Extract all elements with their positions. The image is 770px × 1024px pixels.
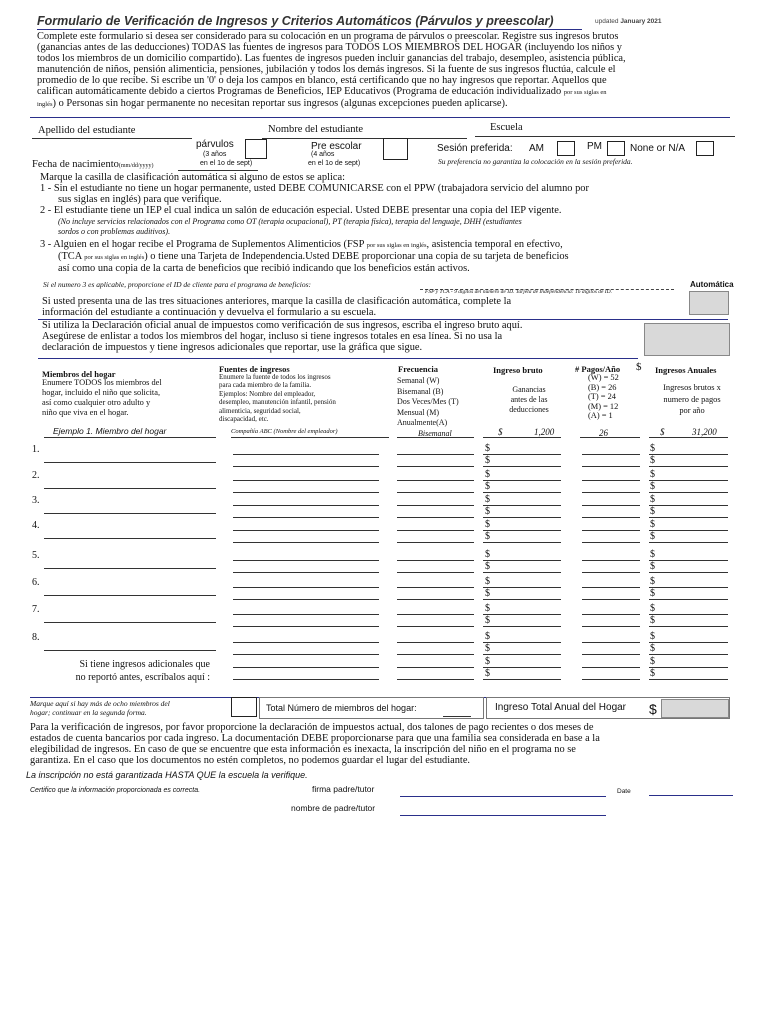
row-7-annual-input-1[interactable] [649,614,728,615]
row-2-member-input[interactable] [44,488,216,489]
row-6-pays-input-2[interactable] [582,599,640,600]
row-5-number: 5. [32,550,40,561]
additional-annual-dollar-2: $ [650,668,655,679]
row-5-source-input-2[interactable] [233,572,379,573]
example-annual-line [649,437,728,438]
parent-name-label: nombre de padre/tutor [291,803,376,813]
row-1-gross-dollar-2: $ [485,455,490,466]
row-1-member-input[interactable] [44,462,216,463]
row-4-annual-input-2[interactable] [649,542,728,543]
present-note: Si usted presenta una de las tres situaciones anteriores, marque la casilla de clasificación automática, complete la información del estudiante a continuación y devuelva el formulario a su escuela. [42,296,512,318]
row-1-annual-dollar-1: $ [650,443,655,454]
title-underline [37,29,582,30]
parvulos-label: párvulos [196,139,234,150]
row-2-number: 2. [32,470,40,481]
row-6-gross-input-1[interactable] [483,587,561,588]
documentation-paragraph: Para la verificación de ingresos, por favor proporcione la declaración de impuestos actual, dos talones de pago recientes o dos meses de estados de cuenta bancarios por cada ingreso. La documentación DEBE proporcionarse para que una familia sea considerada en base a la elegibilidad de ingresos. En caso de que se encuentre que esta información es inexacta, la inscripción del niño en el programa no se garantiza. En el caso que los documentos no estén completos, no podemos guardar el lugar del estudiante. [30,722,600,766]
row-3-source-input-2[interactable] [233,517,379,518]
annual-desc: Ingresos brutos x numero de pagos por año [663,383,721,415]
sources-desc: Enumere la fuente de todos los ingresos para cada miembro de la familia. Ejemplos: Nombre del empleador, desempleo, manutención infantil, pensión alimenticia, seguridad social, discapacidad, etc. [219,373,336,424]
row-2-pays-input-1[interactable] [582,480,640,481]
row-5-gross-input-2[interactable] [483,572,561,573]
row-3-frequency-input-1[interactable] [397,505,474,506]
example-gross-line [483,437,561,438]
criteria-block: Marque la casilla de clasificación automática si alguno de estos se aplica: 1 - Sin el estudiante no tiene un hogar permanente, usted DEBE COMUNICARSE con el PPW (trabajadora servicio del alumno por sus siglas en inglés) para que verifique. 2 - El estudiante tiene un IEP el cual indica un salón de educación especial. Usted DEBE presentar una copia del IEP vigente. (No incluye servicios relacionados con el Programa como OT (terapia ocupacional), PT (terapia física), terapia del lenguaje, DHH (estudiantes sordos o con problemas auditivos). 3 - Alguien en el hogar recibe el Programa de Suplementos Alimenticios (FSP por sus siglas en inglés, asistencia temporal en efectivo, (TCA por sus siglas en inglés) o tiene una Tarjeta de Independencia.Usted DEBE proporcionar una copia de su tarjeta de beneficios así como una copia de la carta de beneficios que recibió indicando que los beneficios están activos. [40,172,589,274]
row-6-number: 6. [32,577,40,588]
row-1-annual-input-1[interactable] [649,454,728,455]
row-1-pays-input-2[interactable] [582,466,640,467]
row-8-pays-input-1[interactable] [582,642,640,643]
row-8-annual-input-2[interactable] [649,654,728,655]
row-4-pays-input-1[interactable] [582,530,640,531]
members-desc: Enumere TODOS los miembros del hogar, incluido el niño que solicita, así como cualquier otro adulto y niño que viva en el hogar. [42,378,162,417]
parvulos-age: (3 años [203,151,227,158]
total-income-dollar: $ [649,701,657,717]
row-6-annual-dollar-2: $ [650,588,655,599]
row-4-number: 4. [32,520,40,531]
additional-frequency-input-1[interactable] [397,667,474,668]
row-4-gross-dollar-1: $ [485,519,490,530]
row-1-frequency-input-1[interactable] [397,454,474,455]
more-members-checkbox[interactable] [231,697,257,717]
session-pm-checkbox[interactable] [607,141,625,156]
row-6-frequency-input-1[interactable] [397,587,474,588]
sources-header: Fuentes de ingresos [219,364,290,374]
members-header: Miembros del hogar [42,369,116,379]
additional-annual-dollar-1: $ [650,656,655,667]
row-4-annual-dollar-2: $ [650,531,655,542]
total-members-label: Total Número de miembros del hogar: [266,703,417,713]
row-7-pays-input-1[interactable] [582,614,640,615]
row-8-frequency-input-2[interactable] [397,654,474,655]
example-annual: 31,200 [692,427,717,437]
row-2-gross-dollar-2: $ [485,481,490,492]
row-7-gross-input-1[interactable] [483,614,561,615]
example-annual-dollar: $ [660,427,665,437]
divider-table [38,358,638,359]
row-3-gross-dollar-1: $ [485,494,490,505]
row-5-frequency-input-2[interactable] [397,572,474,573]
row-2-source-input-2[interactable] [233,492,379,493]
row-3-source-input-1[interactable] [233,505,379,506]
row-7-source-input-1[interactable] [233,614,379,615]
row-4-gross-input-1[interactable] [483,530,561,531]
row-5-frequency-input-1[interactable] [397,560,474,561]
row-5-member-input[interactable] [44,568,216,569]
prek-age: (4 años [311,151,335,158]
example-frequency-line [397,437,474,438]
additional-pays-input-1[interactable] [582,667,640,668]
additional-income-label: Si tiene ingresos adicionales que no reportó antes, escríbalos aquí : [75,659,210,683]
dob-label: Fecha de nacimiento(mm/dd/yyyy) [32,159,154,170]
prek-label: Pre escolar [311,141,362,152]
example-dollar: $ [498,427,503,437]
row-4-source-input-1[interactable] [233,530,379,531]
row-5-annual-input-1[interactable] [649,560,728,561]
row-1-number: 1. [32,444,40,455]
session-pm-label: PM [587,141,602,152]
total-income-label: Ingreso Total Anual del Hogar [495,702,627,713]
school-label: Escuela [490,122,523,133]
row-8-annual-dollar-2: $ [650,643,655,654]
additional-gross-dollar-2: $ [485,668,490,679]
row-7-frequency-input-2[interactable] [397,626,474,627]
row-5-pays-input-2[interactable] [582,572,640,573]
row-8-number: 8. [32,632,40,643]
row-6-gross-dollar-1: $ [485,576,490,587]
additional-annual-input-2[interactable] [649,679,728,680]
annual-header: Ingresos Anuales [655,365,717,375]
pays-header: # Pagos/Año [575,364,621,374]
certify-note: Certifico que la información proporcionada es correcta. [30,787,201,794]
row-3-annual-dollar-1: $ [650,494,655,505]
row-5-gross-input-1[interactable] [483,560,561,561]
date-input[interactable] [649,795,733,796]
frequency-desc: Semanal (W) Bisemanal (B) Dos Veces/Mes (T) Mensual (M) Anualmente(A) [397,376,459,428]
row-4-gross-input-2[interactable] [483,542,561,543]
additional-source-input-1[interactable] [233,667,379,668]
row-8-member-input[interactable] [44,650,216,651]
row-7-gross-dollar-2: $ [485,615,490,626]
row-5-annual-dollar-1: $ [650,549,655,560]
row-7-pays-input-2[interactable] [582,626,640,627]
row-4-gross-dollar-2: $ [485,531,490,542]
row-7-annual-dollar-1: $ [650,603,655,614]
row-2-annual-input-1[interactable] [649,480,728,481]
row-3-gross-dollar-2: $ [485,506,490,517]
row-3-pays-input-1[interactable] [582,505,640,506]
signature-label: firma padre/tutor [312,784,375,794]
pays-desc: (W) = 52 (B) = 26 (T) = 24 (M) = 12 (A) = 1 [588,373,619,420]
example-source: Compañía ABC (Nombre del empleador) [231,428,338,435]
form-title: Formulario de Verificación de Ingresos y Criterios Automáticos (Párvulos y preescolar) [37,14,554,28]
row-1-source-input-1[interactable] [233,454,379,455]
example-gross: 1,200 [534,427,555,437]
row-2-gross-input-1[interactable] [483,480,561,481]
row-3-gross-input-2[interactable] [483,517,561,518]
total-members-input[interactable] [443,716,471,717]
school-input[interactable] [475,136,735,137]
row-6-annual-dollar-1: $ [650,576,655,587]
row-7-annual-input-2[interactable] [649,626,728,627]
total-income-input[interactable] [661,699,729,718]
session-none-checkbox[interactable] [696,141,714,156]
row-8-gross-dollar-2: $ [485,643,490,654]
additional-source-input-2[interactable] [233,679,379,680]
example-member: Ejemplo 1. Miembro del hogar [53,426,167,436]
client-id-note: Si el numero 3 es aplicable, proporcione el ID de cliente para el programa de beneficios: [43,280,311,289]
row-5-pays-input-1[interactable] [582,560,640,561]
row-8-annual-input-1[interactable] [649,642,728,643]
row-2-frequency-input-2[interactable] [397,492,474,493]
additional-frequency-input-2[interactable] [397,679,474,680]
additional-pays-input-2[interactable] [582,679,640,680]
session-label: Sesión preferida: [437,143,513,154]
row-2-gross-input-2[interactable] [483,492,561,493]
row-1-gross-dollar-1: $ [485,443,490,454]
row-8-gross-input-2[interactable] [483,654,561,655]
row-4-annual-input-1[interactable] [649,530,728,531]
intro-paragraph: Complete este formulario si desea ser considerado para su colocación en un programa de párvulos o preescolar. Registre sus ingresos brutos (ganancias antes de las deducciones) TODAS las fuentes de ingresos para TODOS LOS MIEMBROS DEL HOGAR (incluyendo los niños y todos los miembros de un domicilio compartido). Las fuentes de ingresos pueden incluir ganancias del trabajo, desempleo, asistencia pública, manutención de niños, pensión alimenticia, pensiones, jubilación y todos los demás ingresos. Si la fuente de sus ingresos fluctúa, calcule el promedio de lo que recibe. Si escribe un '0' o deja los campos en blanco, está certificando que no hay ingresos que reportar. Aquellos que califican automáticamente debido a ciertos Programas de Beneficios, IEP Educativos (Programa de educación individualizado por sus siglas en inglés) o Personas sin hogar permanente no necesitan reportar sus ingresos (algunas excepciones pueden aplicarse). [37,31,626,109]
row-8-gross-dollar-1: $ [485,631,490,642]
gross-desc: Ganancias antes de las deducciones [509,385,549,414]
row-1-frequency-input-2[interactable] [397,466,474,467]
row-5-gross-dollar-2: $ [485,561,490,572]
row-4-member-input[interactable] [44,538,216,539]
row-3-number: 3. [32,495,40,506]
row-3-gross-input-1[interactable] [483,505,561,506]
example-pays: 26 [599,428,608,438]
updated-label: updated January 2021 [595,18,662,25]
row-1-pays-input-1[interactable] [582,454,640,455]
first-name-label: Nombre del estudiante [268,124,364,135]
row-6-gross-input-2[interactable] [483,599,561,600]
row-3-annual-input-2[interactable] [649,517,728,518]
more-members-note: Marque aquí si hay más de ocho miembros del hogar; continuar en la segunda forma. [30,699,170,717]
row-3-pays-input-2[interactable] [582,517,640,518]
row-2-annual-input-2[interactable] [649,492,728,493]
fsp-note: FSP y TCA - 9 dígitos del número de ID. Tarjeta de Independencia: 16 dígitos de ID. [425,289,612,295]
example-pays-line [580,437,640,438]
signature-input[interactable] [400,796,606,797]
additional-gross-input-1[interactable] [483,667,561,668]
row-4-frequency-input-2[interactable] [397,542,474,543]
divider-top [30,117,730,118]
date-label: Date [617,788,631,795]
row-6-annual-input-1[interactable] [649,587,728,588]
row-1-annual-dollar-2: $ [650,455,655,466]
last-name-input[interactable] [32,138,192,139]
row-7-frequency-input-1[interactable] [397,614,474,615]
first-name-input[interactable] [262,138,467,139]
row-1-gross-input-1[interactable] [483,454,561,455]
row-6-gross-dollar-2: $ [485,588,490,599]
automatic-checkbox[interactable] [689,291,729,315]
row-8-frequency-input-1[interactable] [397,642,474,643]
row-2-annual-dollar-2: $ [650,481,655,492]
row-3-member-input[interactable] [44,513,216,514]
tax-note: Si utiliza la Declaración oficial anual de impuestos como verificación de sus ingresos, escriba el ingreso bruto aquí. Asegúrese de enlistar a todos los miembros del hogar, incluso si tiene ingresos totales en esa línea. Si no usa la declaración de impuestos y tiene ingresos adicionales que reportar, use la gráfica que sigue. [42,320,523,353]
row-8-annual-dollar-1: $ [650,631,655,642]
session-am-label: AM [529,143,544,154]
session-none-label: None or N/A [630,143,686,154]
automatic-label: Automática [690,280,734,289]
additional-gross-dollar-1: $ [485,656,490,667]
row-1-source-input-2[interactable] [233,466,379,467]
frequency-header: Frecuencia [398,364,438,374]
row-2-source-input-1[interactable] [233,480,379,481]
row-7-gross-input-2[interactable] [483,626,561,627]
row-7-annual-dollar-2: $ [650,615,655,626]
row-7-source-input-2[interactable] [233,626,379,627]
parvulos-checkbox[interactable] [245,139,267,159]
row-1-annual-input-2[interactable] [649,466,728,467]
tax-dollar: $ [636,361,642,373]
row-6-frequency-input-2[interactable] [397,599,474,600]
row-6-source-input-1[interactable] [233,587,379,588]
example-frequency: Bisemanal [418,429,452,438]
row-4-source-input-2[interactable] [233,542,379,543]
row-8-gross-input-1[interactable] [483,642,561,643]
example-member-line [44,437,216,438]
row-8-pays-input-2[interactable] [582,654,640,655]
row-2-pays-input-2[interactable] [582,492,640,493]
row-6-pays-input-1[interactable] [582,587,640,588]
row-7-number: 7. [32,604,40,615]
additional-gross-input-2[interactable] [483,679,561,680]
row-3-annual-input-1[interactable] [649,505,728,506]
row-2-annual-dollar-1: $ [650,469,655,480]
row-5-gross-dollar-1: $ [485,549,490,560]
session-note: Su preferencia no garantiza la colocación en la sesión preferida. [438,157,633,166]
last-name-label: Apellido del estudiante [38,125,136,136]
row-3-annual-dollar-2: $ [650,506,655,517]
row-6-member-input[interactable] [44,595,216,596]
example-source-line [231,437,389,438]
row-8-source-input-2[interactable] [233,654,379,655]
row-4-frequency-input-1[interactable] [397,530,474,531]
row-7-member-input[interactable] [44,622,216,623]
row-5-annual-input-2[interactable] [649,572,728,573]
session-am-checkbox[interactable] [557,141,575,156]
additional-annual-input-1[interactable] [649,667,728,668]
prek-checkbox[interactable] [383,138,408,160]
row-1-gross-input-2[interactable] [483,466,561,467]
dob-input[interactable] [178,170,258,171]
row-3-frequency-input-2[interactable] [397,517,474,518]
row-5-source-input-1[interactable] [233,560,379,561]
row-6-source-input-2[interactable] [233,599,379,600]
gross-header: Ingreso bruto [493,365,543,375]
parvulos-date: en el 1o de sept) [200,160,253,167]
parent-name-input[interactable] [400,815,606,816]
tax-gross-input[interactable] [644,323,730,356]
row-4-pays-input-2[interactable] [582,542,640,543]
row-6-annual-input-2[interactable] [649,599,728,600]
row-2-gross-dollar-1: $ [485,469,490,480]
row-5-annual-dollar-2: $ [650,561,655,572]
prek-date: en el 1o de sept) [308,160,361,167]
row-8-source-input-1[interactable] [233,642,379,643]
not-guaranteed-note: La inscripción no está garantizada HASTA QUE la escuela la verifique. [26,770,308,780]
row-4-annual-dollar-1: $ [650,519,655,530]
row-7-gross-dollar-1: $ [485,603,490,614]
row-2-frequency-input-1[interactable] [397,480,474,481]
